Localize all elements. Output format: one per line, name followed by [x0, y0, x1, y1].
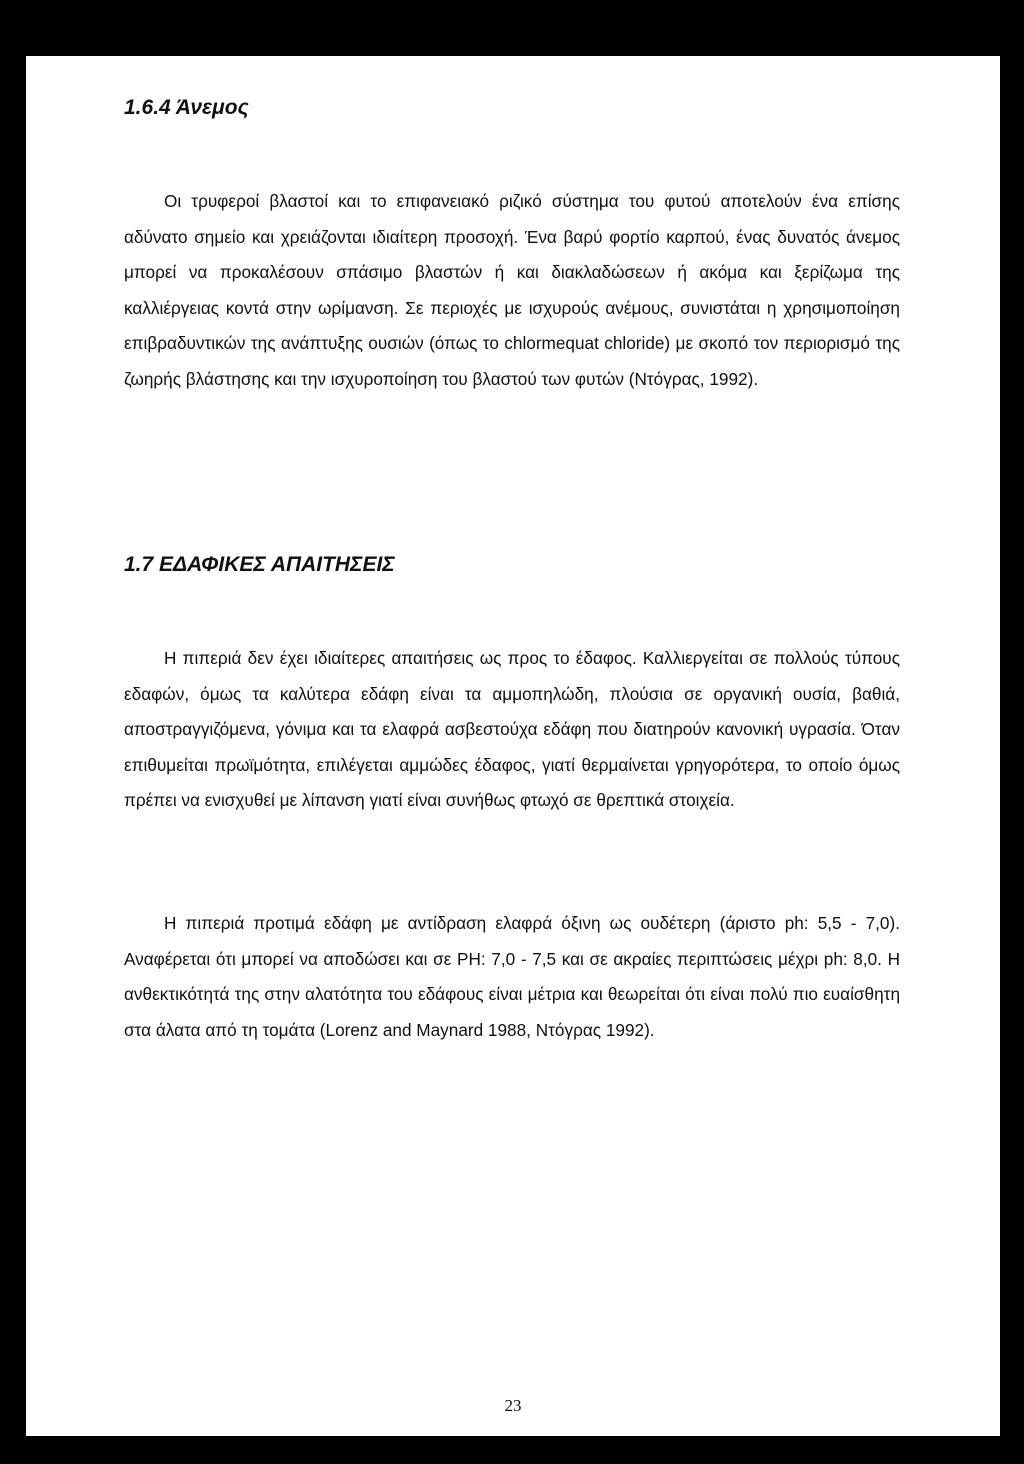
section-heading-soil-requirements: 1.7 ΕΔΑΦΙΚΕΣ ΑΠΑΙΤΗΣΕΙΣ: [124, 553, 395, 576]
section-heading-wind: 1.6.4 Άνεμος: [124, 96, 249, 119]
document-page: [26, 56, 1000, 1436]
page-number: 23: [504, 1396, 522, 1415]
paragraph-soil-types: Η πιπεριά δεν έχει ιδιαίτερες απαιτήσεις ως προς το έδαφος. Καλλιεργείται σε πολλούς τύπους εδαφών, όμως τα καλύτερα εδάφη είναι τα αμμοπηλώδη, πλούσια σε οργανική ουσία, βαθιά, αποστραγγιζόμενα, γόνιμα και τα ελαφρά ασβεστούχα εδάφη που διατηρούν κανονική υγρασία. Όταν επιθυμείται πρωϊμότητα, επιλέγεται αμμώδες έδαφος, γιατί θερμαίνεται γρηγορότερα, το οποίο όμως πρέπει να ενισχυθεί με λίπανση γιατί είναι συνήθως φτωχό σε θρεπτικά στοιχεία.: [124, 648, 900, 810]
paragraph-soil-ph: Η πιπεριά προτιμά εδάφη με αντίδραση ελαφρά όξινη ως ουδέτερη (άριστο ph: 5,5 - 7,0). Αναφέρεται ότι μπορεί να αποδώσει και σε PH: 7,0 - 7,5 και σε ακραίες περιπτώσεις μέχρι ph: 8,0. Η ανθεκτικότητά της στην αλατότητα του εδάφους είναι μέτρια και θεωρείται ότι είναι πολύ πιο ευαίσθητη στα άλατα από τη τομάτα (Lorenz and Maynard 1988, Ντόγρας 1992).: [124, 913, 900, 1040]
paragraph-wind: Οι τρυφεροί βλαστοί και το επιφανειακό ριζικό σύστημα του φυτού αποτελούν ένα επίσης αδύνατο σημείο και χρειάζονται ιδιαίτερη προσοχή. Ένα βαρύ φορτίο καρπού, ένας δυνατός άνεμος μπορεί να προκαλέσουν σπάσιμο βλαστών ή και διακλαδώσεων ή ακόμα και ξερίζωμα της καλλιέργειας κοντά στην ωρίμανση. Σε περιοχές με ισχυρούς ανέμους, συνιστάται η χρησιμοποίηση επιβραδυντικών της ανάπτυξης ουσιών (όπως το chlormequat chloride) με σκοπό τον περιορισμό της ζωηρής βλάστησης και την ισχυροποίηση του βλαστού των φυτών (Ντόγρας, 1992).: [124, 191, 900, 389]
